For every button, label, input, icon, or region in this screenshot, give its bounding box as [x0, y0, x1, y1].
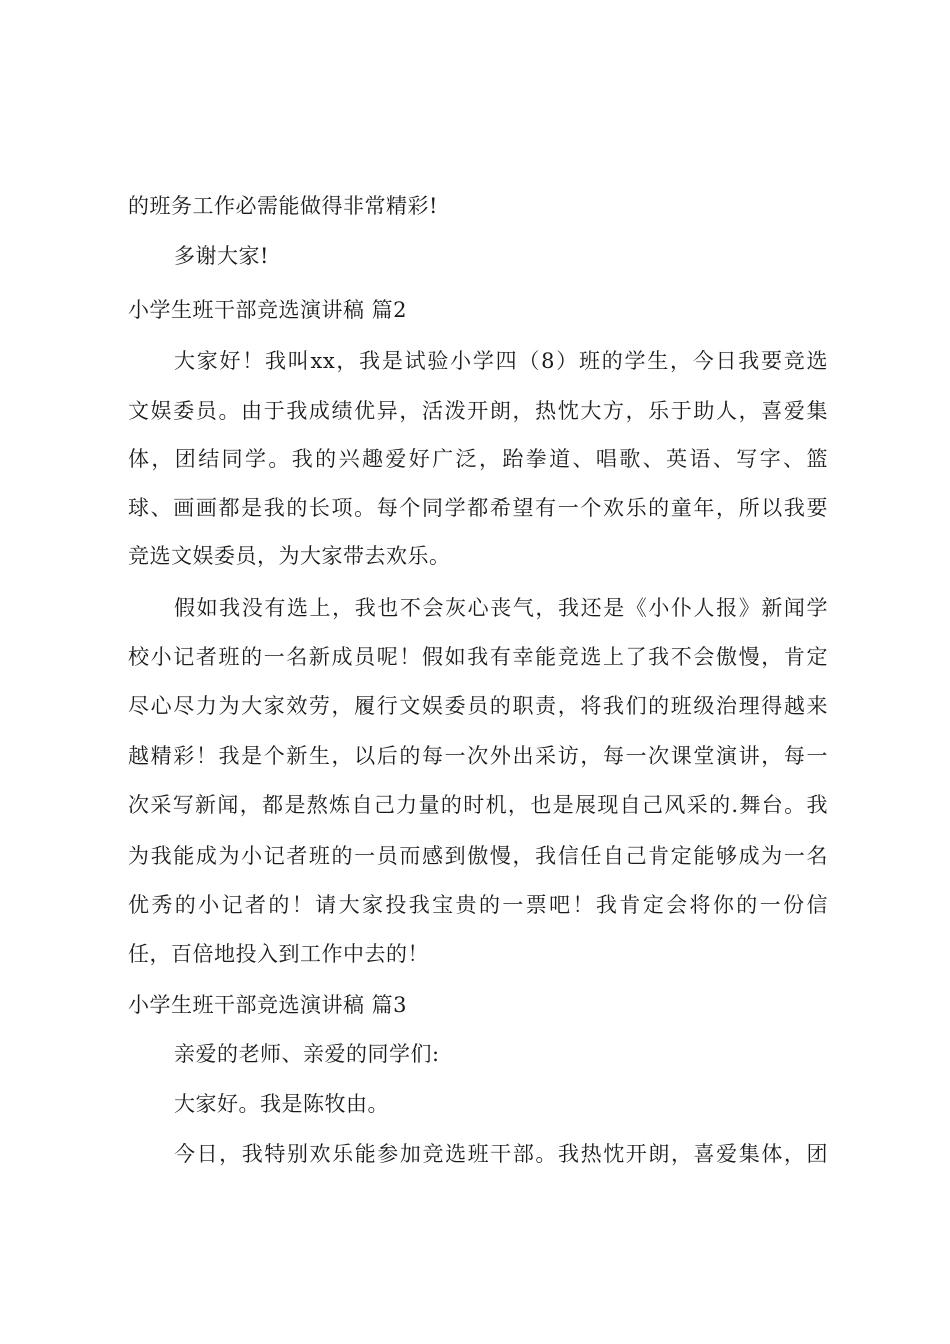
paragraph-line: 体，团结同学。我的兴趣爱好广泛，跆拳道、唱歌、英语、写字、篮	[128, 447, 828, 471]
paragraph-line: 文娱委员。由于我成绩优异，活泼开朗，热忱大方，乐于助人，喜爱集	[128, 399, 828, 423]
paragraph-line: 优秀的小记者的！请大家投我宝贵的一票吧！我肯定会将你的一份信	[128, 893, 828, 917]
paragraph-line: 竞选文娱委员，为大家带去欢乐。	[128, 544, 451, 568]
paragraph-line: 大家好！我叫xx，我是试验小学四（8）班的学生，今日我要竞选	[174, 349, 828, 373]
paragraph-line: 球、画画都是我的长项。每个同学都希望有一个欢乐的童年，所以我要	[128, 496, 828, 520]
section-heading: 小学生班干部竞选演讲稿 篇3	[128, 993, 408, 1017]
paragraph-line: 今日，我特别欢乐能参加竞选班干部。我热忱开朗，喜爱集体，团	[174, 1142, 828, 1166]
paragraph-line: 越精彩！我是个新生，以后的每一次外出采访，每一次课堂演讲，每一	[128, 744, 828, 768]
paragraph-line: 亲爱的老师、亲爱的同学们:	[174, 1042, 440, 1066]
paragraph-line: 假如我没有选上，我也不会灰心丧气，我还是《小仆人报》新闻学	[174, 596, 828, 620]
paragraph-line: 的班务工作必需能做得非常精彩!	[128, 194, 438, 218]
paragraph-line: 多谢大家!	[174, 244, 269, 268]
paragraph-line: 任，百倍地投入到工作中去的！	[128, 942, 429, 966]
paragraph-line: 大家好。我是陈牧由。	[174, 1092, 389, 1116]
paragraph-line: 尽心尽力为大家效劳，履行文娱委员的职责，将我们的班级治理得越来	[128, 694, 828, 718]
section-heading: 小学生班干部竞选演讲稿 篇2	[128, 298, 408, 322]
paragraph-line: 为我能成为小记者班的一员而感到傲慢，我信任自己肯定能够成为一名	[128, 844, 828, 868]
paragraph-line: 次采写新闻，都是熬炼自己力量的时机，也是展现自己风采的.舞台。我	[128, 793, 828, 817]
paragraph-line: 校小记者班的一名新成员呢！假如我有幸能竞选上了我不会傲慢，肯定	[128, 645, 828, 669]
